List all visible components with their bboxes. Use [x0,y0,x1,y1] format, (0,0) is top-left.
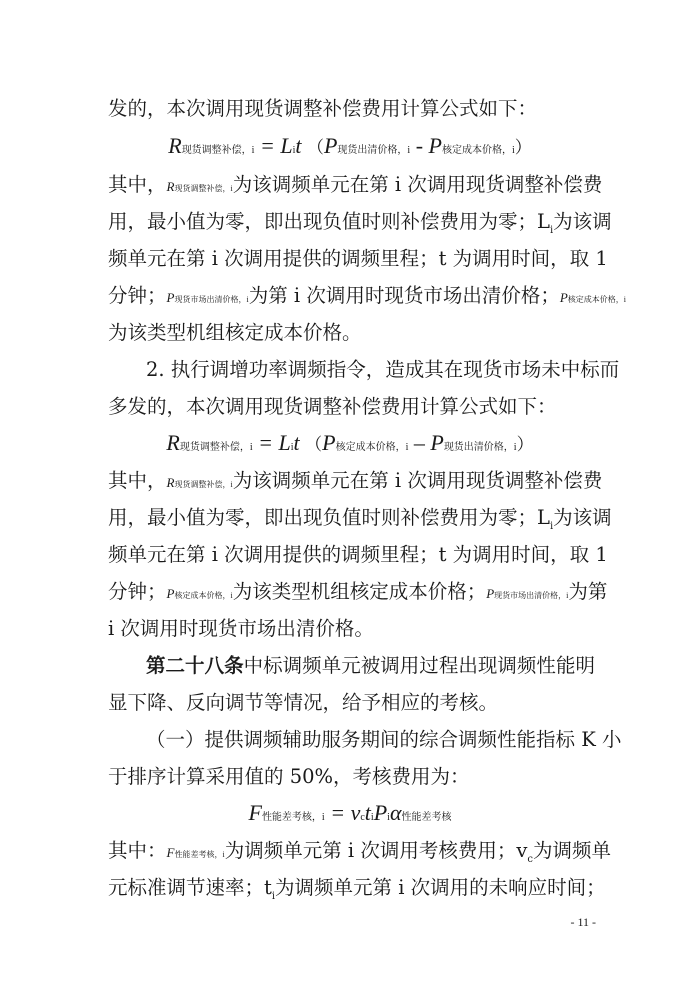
text-line: 分钟；P核定成本价格，i为该类型机组核定成本价格；P现货市场出清价格，i为第 [108,580,608,603]
symbol-r: R现货调整补偿，i [166,475,233,490]
page-number: - 11 - [570,915,596,929]
formula-spot-adjustment-1: R现货调整补偿，i = Lit （P现货出清价格，i - P核定成本价格，i） [168,133,532,158]
symbol-p-cost: P核定成本价格，i [166,586,233,601]
text-line: i 次调用时现货市场出清价格。 [108,617,374,640]
symbol-p-spot: P现货市场出清价格，i [166,290,249,305]
text-line: 为该类型机组核定成本价格。 [108,321,362,344]
text-line: 频单元在第 i 次调用提供的调频里程；t 为调用时间，取 1 [108,247,608,270]
text-line: 其中，R现货调整补偿，i为该调频单元在第 i 次调用现货调整补偿费 [108,469,603,492]
text-line: 分钟；P现货市场出清价格，i为第 i 次调用时现货市场出清价格；P核定成本价格，i [108,284,627,307]
symbol-f: F性能差考核，i [166,845,225,860]
formula-spot-adjustment-2: R现货调整补偿，i = Lit （P核定成本价格，i – P现货出清价格，i） [166,430,534,455]
text-line: 用，最小值为零，即出现负值时则补偿费用为零；$L_i$为该调 [108,506,612,532]
text-line: 多发的，本次调用现货调整补偿费用计算公式如下： [108,395,557,418]
article-heading: 第二十八条 [146,654,244,677]
article-28-line: 第二十八条中标调频单元被调用过程出现调频性能明 [146,654,595,677]
text-line: 显下降、反向调节等情况，给予相应的考核。 [108,691,499,714]
symbol-r: R现货调整补偿，i [166,179,233,194]
symbol-p-cost: P核定成本价格，i [559,290,627,305]
text-line: 频单元在第 i 次调用提供的调频里程；t 为调用时间，取 1 [108,543,608,566]
text-line: 2. 执行调增功率调频指令，造成其在现货市场未中标而 [146,358,620,381]
text-line: 发的，本次调用现货调整补偿费用计算公式如下： [108,97,538,120]
text-line: 其中：F性能差考核，i为调频单元第 i 次调用考核费用；$v_c$为调频单 [108,839,611,865]
symbol-p-spot: P现货市场出清价格，i [486,586,569,601]
text-line: 于排序计算采用值的 50%，考核费用为： [108,765,470,788]
text-line: 元标准调节速率；$t_i$为调频单元第 i 次调用的未响应时间； [108,876,606,902]
text-line: 其中，R现货调整补偿，i为该调频单元在第 i 次调用现货调整补偿费 [108,173,603,196]
text-line: （一）提供调频辅助服务期间的综合调频性能指标 K 小 [146,728,622,751]
text-line: 用，最小值为零，即出现负值时则补偿费用为零；$L_i$为该调 [108,210,612,236]
formula-performance-assessment: F性能差考核，i = vctiPiα性能差考核 [248,800,452,825]
